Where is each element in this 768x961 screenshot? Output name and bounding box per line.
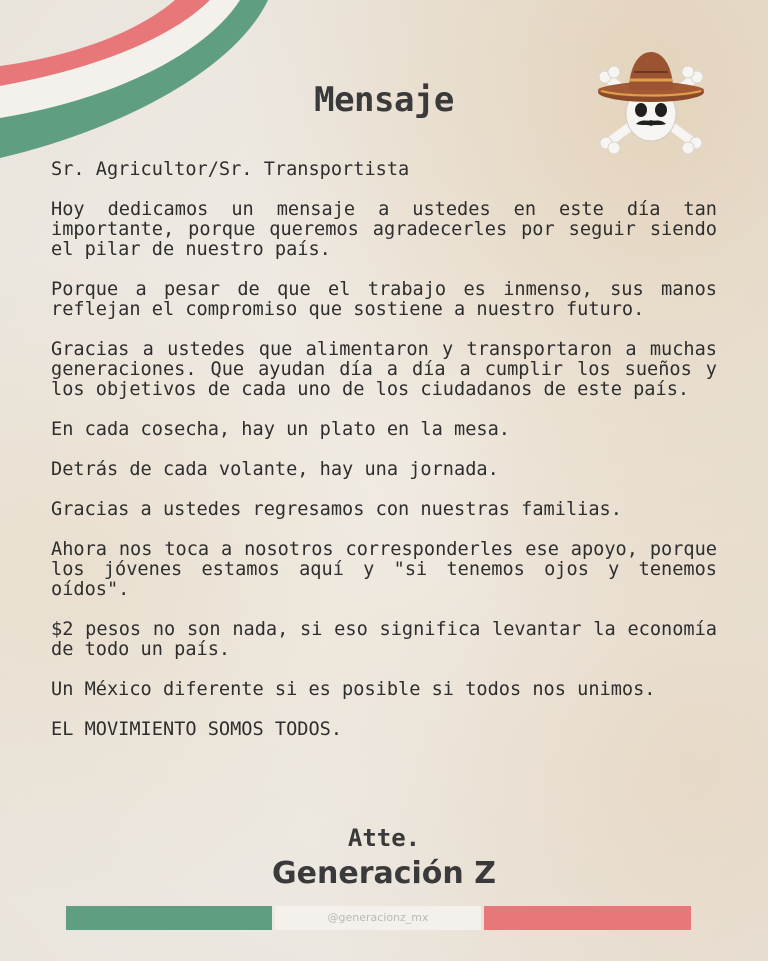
paragraph: Porque a pesar de que el trabajo es inmenso, sus manos reflejan el compromiso que sostiene a nuestro futuro. <box>51 279 717 320</box>
paragraph: En cada cosecha, hay un plato en la mesa. <box>51 419 510 440</box>
paragraph: Detrás de cada volante, hay una jornada. <box>51 459 499 480</box>
signature-atte: Atte. <box>347 824 421 852</box>
social-handle: @generacionz_mx <box>327 911 429 924</box>
page-title: Mensaje <box>314 80 454 120</box>
paragraph: Gracias a ustedes que alimentaron y transportaron a muchas generaciones. Que ayudan día a día a cumplir los sueños y los objetivos de cada uno de los ciudadanos de este país. <box>51 339 717 400</box>
salutation: Sr. Agricultor/Sr. Transportista <box>51 159 410 180</box>
flag-bar-green <box>66 906 272 930</box>
signature-name: Generación Z <box>272 856 496 891</box>
flag-bar-white <box>275 906 481 930</box>
message-body <box>51 160 717 760</box>
paragraph: Gracias a ustedes regresamos con nuestras familias. <box>51 499 622 520</box>
paragraph: Ahora nos toca a nosotros corresponderles ese apoyo, porque los jóvenes estamos aquí y "si tenemos ojos y tenemos oídos". <box>51 539 717 600</box>
flag-bar-red <box>484 906 691 930</box>
closing-line: EL MOVIMIENTO SOMOS TODOS. <box>51 719 343 740</box>
paragraph: Hoy dedicamos un mensaje a ustedes en este día tan importante, porque queremos agradecerles por seguir siendo el pilar de nuestro país. <box>51 199 717 260</box>
paragraph: $2 pesos no son nada, si eso significa levantar la economía de todo un país. <box>51 619 717 660</box>
paragraph: Un México diferente si es posible si todos nos unimos. <box>51 679 656 700</box>
